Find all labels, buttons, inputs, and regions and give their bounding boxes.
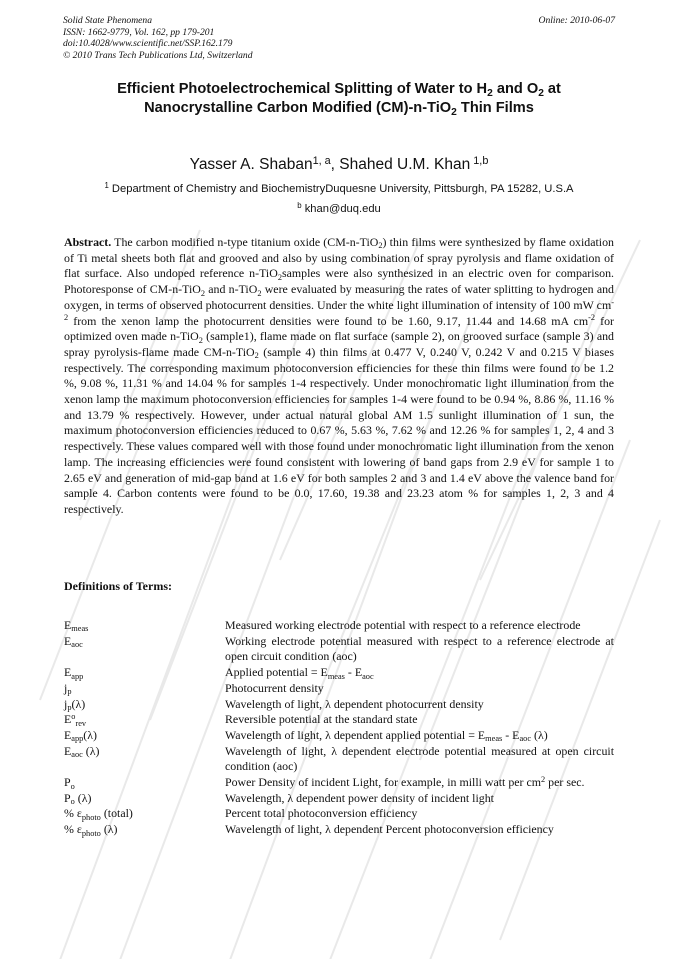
- author-2: Shahed U.M. Khan: [339, 156, 471, 173]
- definition-row: $P_o$ (λ) Wavelength, λ dependent power density of incident light: [64, 790, 494, 807]
- doi-line: doi:10.4028/www.scientific.net/SSP.162.179: [63, 38, 233, 49]
- copyright-line: © 2010 Trans Tech Publications Ltd, Switzerland: [63, 49, 253, 61]
- author-list: Yasser A. Shaban$^{1, a}$, Shahed U.M. Khan $^{1,b}$: [189, 154, 489, 173]
- definition-row: $j_p$ Photocurrent density: [64, 680, 324, 697]
- definition-row: $E_{aoc}$ (λ) Wavelength of light, λ dependent electrode potential measured at open circuit condition (aoc): [64, 743, 614, 774]
- abstract: Abstract. The carbon modified n-type titanium oxide (CM-n-TiO$_2$) thin films were synthesized by flame oxidation of Ti metal sheets both flat and grooved and also by using combination of spray pyrolysis and flame oxidation of flat surface. Also undoped reference n-TiO$_2$samples were also synthesized in an electric oven for comparison. Photoresponse of CM-n-TiO$_2$ and n-TiO$_2$ were evaluated by measuring the rates of water splitting to hydrogen and oxygen, in terms of observed photocurrent densities. Under the white light illumination of intensity of 100 mW $cm^{-2}$ from the xenon lamp the photocurrent densities were found to be 1.60, 9.17, 11.44 and 14.68 mA $cm^{-2}$ for optimized oven made n-TiO$_2$ (sample1), flame made on flat surface (sample 2), on grooved surface (sample 3) and spray pyrolysis-flame made CM-n-TiO$_2$ (sample 4) thin films at 0.477 V, 0.240 V, 0.242 V and 0.215 V biases respectively. The corresponding maximum photoconversion efficiencies for these thin films were found to be 1.2 %, 9.08 %, 11.31 % and 14.04 % for samples 1-4 respectively. Under monochromatic light illumination from the xenon lamp the maximum photoconversion efficiencies for samples 1-4 were found to be 0.94 %, 8.86 %, 11.16 % and 13.79 % respectively. However, under actual natural global AM 1.5 sunlight illumination of 1 sun, the maximum photoconversion efficiencies reduced to 0.67 %, 5.63 %, 7.62 % and 12.26 % for samples 1, 2, 4 and 3 respectively. These values compared well with those found under monochromatic light illumination from the xenon lamp. The increasing efficiencies were found consistent with lowering of band gaps from 2.9 eV for sample 1 to 2.65 eV and generation of mid-gap band at 1.6 eV for both samples 2 and 3 and 1.4 eV above the valence band for sample 4. Carbon contents were found to be 0.0, 17.60, 19.38 and 23.23 atom % for samples 1, 2, 3 and 4 respectively.: [64, 235, 614, 516]
- affiliation: $^1$ Department of Chemistry and BiochemistryDuquesne University, Pittsburgh, PA 15282, U.S.A: [104, 181, 574, 195]
- definition-row: % $\varepsilon_{photo}$ (λ) Wavelength of light, λ dependent Percent photoconversion efficiency: [64, 822, 554, 838]
- paper-title: Efficient Photoelectrochemical Splitting of Water to $H_2$ and $O_2$ at Nanocrystalline Carbon Modified (CM)-n-TiO$_2$ Thin Films: [117, 81, 561, 119]
- issn-line: ISSN: 1662-9779, Vol. 162, pp 179-201: [63, 26, 215, 38]
- definition-row: % $\varepsilon_{photo}$ (total) Percent total photoconversion efficiency: [64, 806, 418, 822]
- definition-row: $P_o$ Power Density of incident Light, for example, in milli watt per $cm^2$ per sec.: [64, 774, 585, 791]
- author-email: $^b$ khan@duq.edu: [297, 201, 381, 215]
- definition-row: $E_{app}(\lambda)$ Wavelength of light, λ dependent applied potential = $E_{meas} - E_{aoc}$ (λ): [64, 727, 548, 744]
- definitions-list: [64, 618, 614, 838]
- journal-header: [63, 15, 253, 61]
- abstract-label: Abstract.: [64, 235, 112, 249]
- journal-name: Solid State Phenomena: [63, 15, 152, 26]
- definition-row: $E^o_{rev}$ Reversible potential at the standard state: [64, 712, 418, 728]
- definition-row: $E_{app}$ Applied potential = $E_{meas} - E_{aoc}$: [64, 665, 374, 681]
- definitions-heading: Definitions of Terms:: [64, 579, 172, 593]
- definition-row: $E_{meas}$ Measured working electrode potential with respect to a reference electrode: [64, 618, 581, 634]
- author-1: Yasser A. Shaban: [189, 156, 313, 173]
- definition-row: $j_p(\lambda)$ Wavelength of light, λ dependent photocurrent density: [64, 696, 484, 712]
- definition-row: $E_{aoc}$ Working electrode potential measured with respect to a reference electrode at open circuit condition (aoc): [64, 633, 614, 664]
- online-date: Online: 2010-06-07: [538, 15, 615, 26]
